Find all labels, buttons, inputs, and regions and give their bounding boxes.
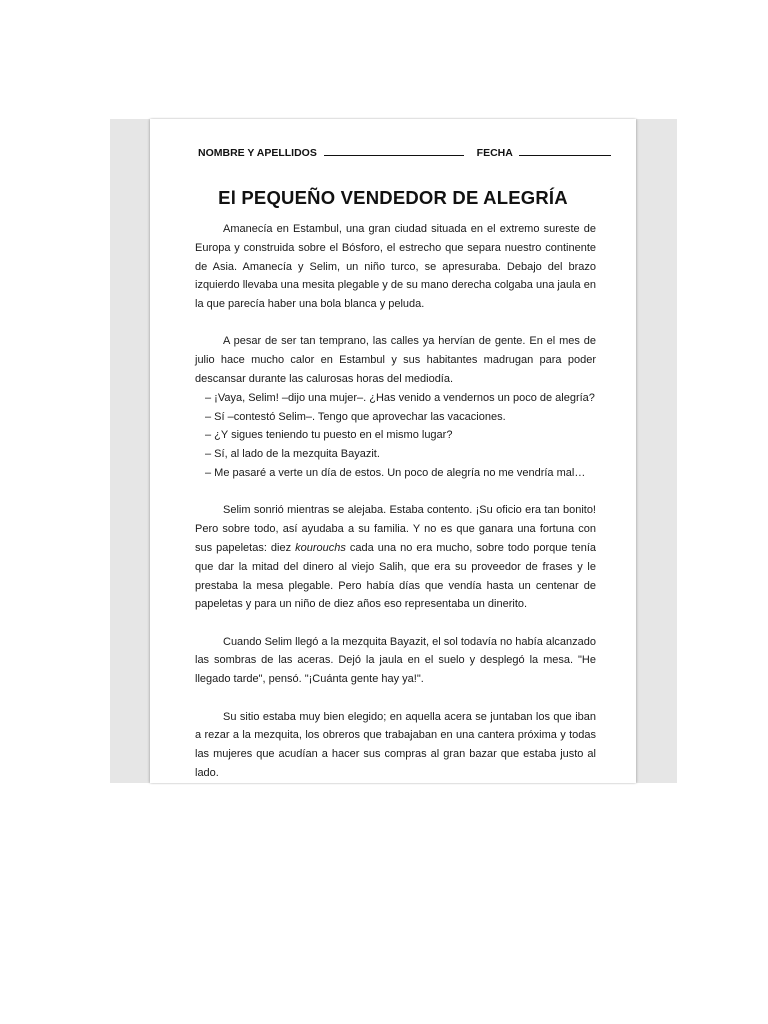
date-label: FECHA	[476, 147, 513, 159]
paragraph-4: Cuando Selim llegó a la mezquita Bayazit, el sol todavía no había alcanzado las sombras de las aceras. Dejó la jaula en el suelo y desplegó la mesa. "He llegado tarde", pensó. "¡Cuánta gente hay ya!".	[195, 635, 597, 686]
name-blank-line	[324, 145, 464, 156]
header-fields	[198, 145, 611, 159]
paragraph-2: A pesar de ser tan temprano, las calles ya hervían de gente. En el mes de julio hace mucho calor en Estambul y sus habitantes madrugan para poder descansar durante las calurosas horas del mediodía.	[195, 335, 596, 386]
paragraph-3-text-a: Selim sonrió mientras se alejaba. Estaba contento. ¡Su oficio era tan bonito! Pero sobre todo, así ayudaba a su familia. Y no es que ganara una fortuna con sus papeletas: diez	[195, 504, 596, 554]
story-text	[195, 220, 596, 783]
dialog-block	[195, 389, 596, 483]
date-blank-line	[519, 145, 611, 156]
currency-word: kourouchs	[295, 541, 346, 554]
name-label: NOMBRE Y APELLIDOS	[198, 147, 317, 159]
page-title: El PEQUEÑO VENDEDOR DE ALEGRÍA	[218, 187, 568, 208]
dialog-line: – Sí, al lado de la mezquita Bayazit.	[205, 448, 380, 461]
dialog-line: – Me pasaré a verte un día de estos. Un poco de alegría no me vendría mal…	[205, 467, 586, 480]
dialog-line: – ¡Vaya, Selim! –dijo una mujer–. ¿Has venido a vendernos un poco de alegría?	[205, 391, 595, 404]
dialog-line: – ¿Y sigues teniendo tu puesto en el mismo lugar?	[205, 429, 453, 442]
paragraph-3	[195, 501, 596, 614]
dialog-line: – Sí –contestó Selim–. Tengo que aprovechar las vacaciones.	[205, 410, 506, 423]
document-page	[150, 119, 636, 783]
paragraph-3-text-b: cada una no era mucho, sobre todo porque tenía que dar la mitad del dinero al viejo Salih, que era su proveedor de frases y le prestaba la mesa plegable. Pero había días que vendía hasta un centenar de papeletas y para un niño de diez años eso representaba un dinerito.	[195, 541, 596, 611]
paragraph-5: Su sitio estaba muy bien elegido; en aquella acera se juntaban los que iban a rezar a la mezquita, los obreros que trabajaban en una cantera próxima y todas las mujeres que acudían a hacer sus compras al gran bazar que estaba justo al lado.	[195, 710, 596, 779]
paragraph-1: Amanecía en Estambul, una gran ciudad situada en el extremo sureste de Europa y construida sobre el Bósforo, el estrecho que separa nuestro continente de Asia. Amanecía y Selim, un niño turco, se apresuraba. Debajo del brazo izquierdo llevaba una mesita plegable y de su mano derecha colgaba una jaula en la que parecía haber una bola blanca y peluda.	[195, 223, 596, 311]
